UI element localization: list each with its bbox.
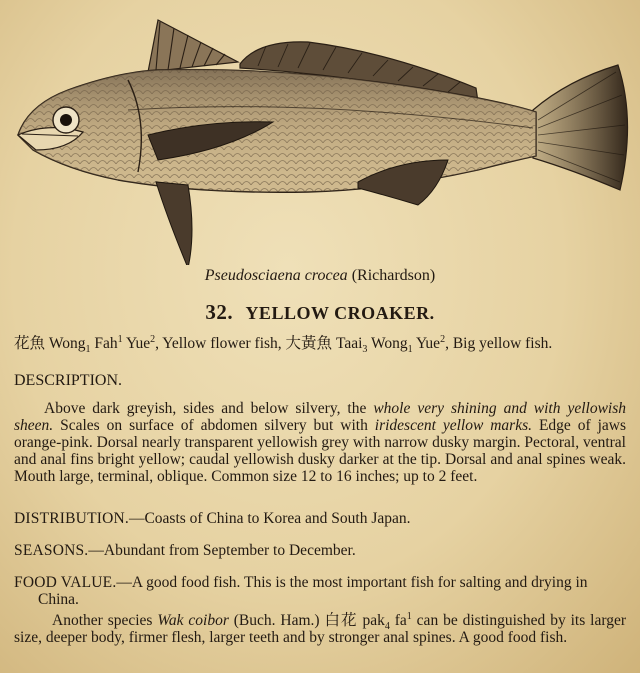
another-text: fa — [389, 612, 407, 629]
name-word: Wong — [371, 335, 408, 352]
another-species-paragraph — [14, 612, 626, 646]
description-paragraph — [14, 400, 626, 485]
seasons-text: —Abundant from September to December. — [88, 542, 356, 559]
fish-illustration — [8, 10, 633, 265]
food-value-label: FOOD VALUE. — [14, 574, 117, 591]
tone-mark: 4 — [384, 621, 390, 633]
seasons-label: SEASONS. — [14, 542, 89, 559]
tone-mark: 2 — [150, 333, 156, 345]
distribution-section — [14, 510, 626, 527]
caudal-fin — [533, 65, 628, 190]
caption-species: Pseudosciaena crocea — [204, 267, 348, 284]
seasons-section — [14, 542, 626, 559]
entry-title: YELLOW CROAKER. — [245, 303, 435, 323]
name-translation: , Big yellow fish. — [445, 335, 553, 352]
another-chinese-name: 白花 — [324, 612, 358, 629]
name-word: Fah — [94, 335, 118, 352]
another-species-name: Wak coibor — [157, 612, 229, 629]
name-translation: , Yellow flower fish, — [155, 335, 282, 352]
chinese-name-1: 花魚 — [14, 335, 46, 352]
tone-mark: 1 — [406, 610, 412, 622]
description-text: Above dark greyish, sides and below silvery, the — [44, 400, 374, 417]
description-emphasis: whole very shining and with yellowish sheen. — [14, 400, 627, 434]
tone-mark: 1 — [407, 344, 413, 356]
ventral-fin — [156, 182, 192, 265]
another-text: can be distinguished by its larger size, deeper body, firmer flesh, larger teeth and by stronger anal spines. A good food fish. — [14, 612, 626, 646]
common-names — [14, 333, 626, 356]
another-text: pak — [357, 612, 385, 629]
tone-mark: 1 — [85, 344, 91, 356]
tone-mark: 3 — [362, 344, 368, 356]
another-text: Another species — [52, 612, 158, 629]
distribution-text: —Coasts of China to Korea and South Japan. — [128, 510, 411, 527]
name-word: Taai — [335, 335, 363, 352]
species-heading — [0, 300, 640, 325]
figure-caption — [0, 267, 640, 285]
name-word: Yue — [415, 335, 441, 352]
description-emphasis: iridescent yellow marks. — [374, 417, 532, 434]
chinese-name-2: 大黃魚 — [285, 335, 333, 352]
description-text: Scales on surface of abdomen silvery but with — [53, 417, 375, 434]
another-text: (Buch. Ham.) — [228, 612, 325, 629]
name-word: Yue — [125, 335, 151, 352]
description-heading: DESCRIPTION. — [14, 372, 123, 389]
distribution-label: DISTRIBUTION. — [14, 510, 129, 527]
food-value-text: —A good food fish. This is the most important fish for salting and drying in China. — [38, 574, 588, 608]
caption-author: (Richardson) — [351, 267, 436, 284]
entry-number: 32. — [205, 300, 234, 324]
food-value-section — [14, 574, 626, 608]
tone-mark: 2 — [440, 333, 446, 345]
name-word: Wong — [48, 335, 86, 352]
description-text: Edge of jaws orange-pink. Dorsal nearly transparent yellowish grey with narrow dusky margin. Pectoral, ventral and anal fins bright yellow; caudal yellowish dusky darker at the tip. Dorsal and anal spines weak. Mouth large, terminal, oblique. Common size 12 to 16 inches; up to 2 feet. — [14, 417, 626, 485]
tone-mark: 1 — [117, 333, 123, 345]
